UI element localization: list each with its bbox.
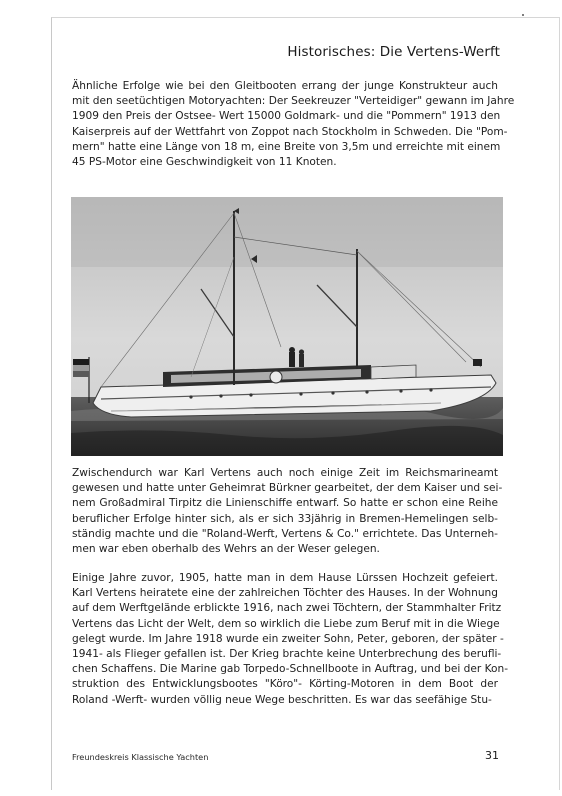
text-line: Einige Jahre zuvor, 1905, hatte man in dem Hause Lürssen Hochzeit gefeiert. <box>72 572 498 584</box>
text-line: gelegt wurde. Im Jahre 1918 wurde ein zweiter Sohn, Peter, geboren, der später - <box>72 632 504 645</box>
scan-mark <box>522 14 524 16</box>
motor-yacht-photo <box>71 197 503 456</box>
text-line: mit den seetüchtigen Motoryachten: Der Seekreuzer "Verteidiger" gewann im Jahre <box>72 95 515 108</box>
text-line: chen Schaffens. Die Marine gab Torpedo-Schnellboote in Auftrag, und bei der Kon- <box>72 663 509 676</box>
text-line: struktion des Entwicklungsbootes "Köro"- Körting-Motoren in dem Boot der <box>72 678 498 691</box>
text-line: Roland -Werft- wurden völlig neue Wege beschritten. Es war das seefähige Stu- <box>72 693 492 706</box>
text-line: nem Großadmiral Tirpitz die Linienschiffe entwarf. So hatte er schon eine Reihe <box>72 497 498 510</box>
text-line: auf dem Werftgelände erblickte 1916, nach zwei Töchtern, der Stammhalter Fritz <box>72 602 502 615</box>
text-line: Ähnliche Erfolge wie bei den Gleitbooten errang der junge Konstrukteur auch <box>72 80 498 92</box>
text-line: 1909 den Preis der Ostsee- Wert 15000 Goldmark- und die "Pommern" 1913 den <box>72 110 501 123</box>
paragraph-3 <box>72 571 509 708</box>
footer-publisher: Freundeskreis Klassische Yachten <box>72 752 209 762</box>
paragraph-2 <box>72 466 503 557</box>
text-line: beruflicher Erfolge hinter sich, als er sich 33jährig in Bremen-Hemelingen selb- <box>72 512 498 525</box>
text-line: Vertens das Licht der Welt, dem so wirklich die Liebe zum Beruf mit in die Wiege <box>72 617 500 630</box>
text-line: Karl Vertens heiratete eine der zahlreichen Töchter des Hauses. In der Wohnung <box>72 587 498 600</box>
text-line: Kaiserpreis auf der Wettfahrt von Zoppot nach Stockholm in Schweden. Die "Pom- <box>72 125 508 138</box>
text-line: ständig machte und die "Roland-Werft, Vertens & Co." errichtete. Das Unterneh- <box>72 527 498 540</box>
text-line: Zwischendurch war Karl Vertens auch noch einige Zeit im Reichsmarineamt <box>72 467 498 479</box>
page-header-title: Historisches: Die Vertens-Werft <box>287 44 500 60</box>
text-line: men war eben oberhalb des Wehrs an der Weser gelegen. <box>72 543 380 556</box>
text-line: mern" hatte eine Länge von 18 m, eine Breite von 3,5m und erreichte mit einem <box>72 140 501 153</box>
page-number: 31 <box>485 749 499 762</box>
text-line: gewesen und hatte unter Geheimrat Bürkner gearbeitet, der dem Kaiser und sei- <box>72 482 503 495</box>
text-line: 1941- als Flieger gefallen ist. Der Krieg brachte keine Unterbrechung des berufli- <box>72 648 502 661</box>
text-line: 45 PS-Motor eine Geschwindigkeit von 11 Knoten. <box>72 156 337 169</box>
paragraph-1 <box>72 79 515 170</box>
